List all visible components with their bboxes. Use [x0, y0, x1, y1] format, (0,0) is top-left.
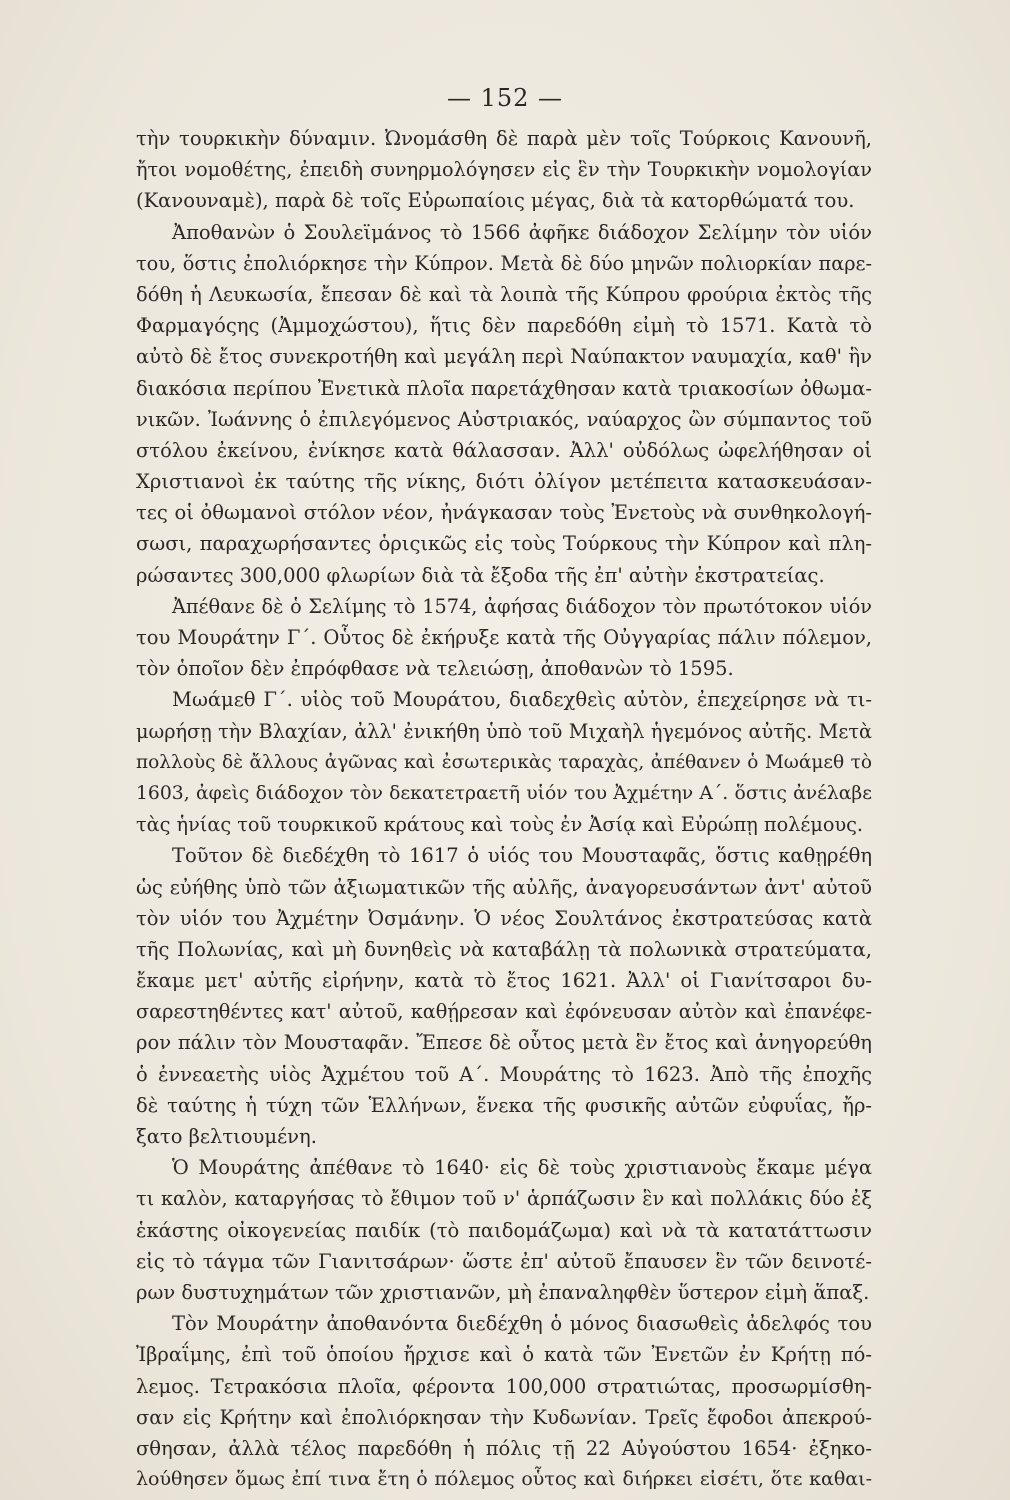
text-line: τὸν ὁποῖον δὲν ἐπρόφθασε νὰ τελειώσῃ, ἀποθανὼν τὸ 1595.: [136, 657, 734, 681]
text-line: σωσι, παραχωρήσαντες ὁριςικῶς εἰς τοὺς Τούρκους τὴν Κύπρον καὶ πλη-: [136, 532, 872, 556]
text-line: τι καλὸν, καταργήσας τὸ ἔθιμον τοῦ ν' ἁρπάζωσιν ἓν καὶ πολλάκις δύο ἐξ: [136, 1187, 872, 1211]
text-line: Τοῦτον δὲ διεδέχθη τὸ 1617 ὁ υἱός του Μουσταφᾶς, ὅστις καθῃρέθη: [172, 844, 872, 868]
text-line: Μωάμεθ Γ΄. υἱὸς τοῦ Μουράτου, διαδεχθεὶς αὐτὸν, ἐπεχείρησε νὰ τι-: [172, 688, 872, 712]
text-line: πολλοὺς δὲ ἄλλους ἀγῶνας καὶ ἐσωτερικὰς ταραχὰς, ἀπέθανεν ὁ Μωάμεθ τὸ: [136, 751, 872, 773]
text-line: ἑκάστης οἰκογενείας παιδίκ (τὸ παιδομάζωμα) καὶ νὰ τὰ κατατάττωσιν: [136, 1218, 872, 1242]
text-line: αὐτὸ δὲ ἔτος συνεκροτήθη καὶ μεγάλη περὶ Ναύπακτον ναυμαχία, καθ' ἣν: [136, 345, 872, 369]
text-line: Φαρμαγόςης (Ἀμμοχώστου), ἥτις δὲν παρεδόθη εἰμὴ τὸ 1571. Κατὰ τὸ: [136, 314, 872, 338]
text-line: τὸν υἱόν του Ἀχμέτην Ὀσμάνην. Ὁ νέος Σουλτάνος ἐκστρατεύσας κατὰ: [136, 906, 872, 930]
text-line: ρον πάλιν τὸν Μουσταφᾶν. Ἔπεσε δὲ οὗτος μετὰ ἓν ἔτος καὶ ἀνηγορεύθη: [136, 1031, 872, 1055]
text-line: τὰς ἡνίας τοῦ τουρκικοῦ κράτους καὶ τοὺς ἐν Ἀσίᾳ καὶ Εὐρώπῃ πολέμους.: [136, 813, 864, 837]
text-line: σθησαν, ἀλλὰ τέλος παρεδόθη ἡ πόλις τῇ 22 Αὐγούστου 1654· ἐξηκο-: [136, 1436, 872, 1460]
text-line: ὁ ἐννεαετὴς υἱὸς Ἀχμέτου τοῦ Α΄. Μουράτης τὸ 1623. Ἀπὸ τῆς ἐποχῆς: [136, 1062, 872, 1086]
text-line: ρώσαντες 300,000 φλωρίων διὰ τὰ ἔξοδα τῆς ἐπ' αὐτὴν ἐκστρατείας.: [136, 563, 825, 587]
text-line: του Μουράτην Γ΄. Οὗτος δὲ ἐκήρυξε κατὰ τῆς Οὐγγαρίας πάλιν πόλεμον,: [136, 626, 872, 649]
page-number: — 152 —: [446, 84, 564, 112]
text-line: δὲ ταύτης ἡ τύχη τῶν Ἑλλήνων, ἕνεκα τῆς φυσικῆς αὐτῶν εὐφυΐας, ἤρ-: [136, 1093, 872, 1117]
text-line: (Κανουναμὲ), παρὰ δὲ τοῖς Εὐρωπαίοις μέγας, διὰ τὰ κατορθώματά του.: [136, 189, 855, 213]
text-line: Χριστιανοὶ ἐκ ταύτης τῆς νίκης, διότι ὀλίγον μετέπειτα κατασκευάσαν-: [136, 470, 872, 494]
text-line: 1603, ἀφεὶς διάδοχον τὸν δεκατετραετῆ υἱόν του Ἀχμέτην Α΄. ὅστις ἀνέλαβε: [136, 782, 872, 804]
body-text: [136, 123, 872, 1495]
text-line: σαρεστηθέντες κατ' αὐτοῦ, καθῄρεσαν καὶ ἐφόνευσαν αὐτὸν καὶ ἐπανέφε-: [136, 1000, 872, 1024]
text-line: τῆς Πολωνίας, καὶ μὴ δυνηθεὶς νὰ καταβάλῃ τὰ πολωνικὰ στρατεύματα,: [136, 937, 872, 961]
text-line: νικῶν. Ἰωάννης ὁ ἐπιλεγόμενος Αὐστριακός, ναύαρχος ὢν σύμπαντος τοῦ: [136, 407, 872, 431]
text-line: Τὸν Μουράτην ἀποθανόντα διεδέχθη ὁ μόνος διασωθεὶς ἀδελφός του: [172, 1312, 872, 1336]
text-line: στόλου ἐκείνου, ἐνίκησε κατὰ θάλασσαν. Ἀλλ' οὐδόλως ὠφελήθησαν οἱ: [136, 438, 872, 462]
text-line: σαν εἰς Κρήτην καὶ ἐπολιόρκησαν τὴν Κυδωνίαν. Τρεῖς ἔφοδοι ἀπεκρού-: [136, 1405, 872, 1429]
text-line: τὴν τουρκικὴν δύναμιν. Ὠνομάσθη δὲ παρὰ μὲν τοῖς Τούρκοις Κανουνῆ,: [136, 127, 872, 150]
text-line: ὡς εὐήθης ὑπὸ τῶν ἀξιωματικῶν τῆς αὐλῆς, ἀναγορευσάντων ἀντ' αὐτοῦ: [136, 875, 872, 899]
text-line: εἰς τὸ τάγμα τῶν Γιανιτσάρων· ὥστε ἐπ' αὐτοῦ ἔπαυσεν ἓν τῶν δεινοτέ-: [136, 1249, 872, 1273]
text-line: μωρήσῃ τὴν Βλαχίαν, ἀλλ' ἐνικήθη ὑπὸ τοῦ Μιχαὴλ ἡγεμόνος αὐτῆς. Μετὰ: [136, 719, 872, 743]
text-line: Ὁ Μουράτης ἀπέθανε τὸ 1640· εἰς δὲ τοὺς χριστιανοὺς ἔκαμε μέγα: [172, 1156, 872, 1180]
text-line: ἔκαμε μετ' αὐτῆς εἰρήνην, κατὰ τὸ ἔτος 1621. Ἀλλ' οἱ Γιανίτσαροι δυ-: [136, 969, 872, 993]
text-line: δόθη ἡ Λευκωσία, ἔπεσαν δὲ καὶ τὰ λοιπὰ τῆς Κύπρου φρούρια ἐκτὸς τῆς: [136, 282, 872, 306]
text-line: Ἀποθανὼν ὁ Σουλεϊμάνος τὸ 1566 ἀφῆκε διάδοχον Σελίμην τὸν υἱόν: [172, 220, 872, 244]
text-line: ξατο βελτιουμένη.: [136, 1125, 317, 1148]
text-line: Ἰβραΐμης, ἐπὶ τοῦ ὁποίου ἤρχισε καὶ ὁ κατὰ τῶν Ἐνετῶν ἐν Κρήτῃ πό-: [136, 1343, 872, 1367]
text-line: ἤτοι νομοθέτης, ἐπειδὴ συνηρμολόγησεν εἰς ἓν τὴν Τουρκικὴν νομολογίαν: [136, 158, 872, 182]
text-line: ρων δυστυχημάτων τῶν χριστιανῶν, μὴ ἐπαναληφθὲν ὕστερον εἰμὴ ἅπαξ.: [136, 1280, 870, 1304]
text-line: τες οἱ ὀθωμανοὶ στόλον νέον, ἠνάγκασαν τοὺς Ἐνετοὺς νὰ συνθηκολογή-: [136, 501, 872, 525]
text-line: Ἀπέθανε δὲ ὁ Σελίμης τὸ 1574, ἀφήσας διάδοχον τὸν πρωτότοκον υἱόν: [172, 594, 872, 618]
text-line: του, ὅστις ἐπολιόρκησε τὴν Κύπρον. Μετὰ δὲ δύο μηνῶν πολιορκίαν παρε-: [136, 251, 872, 275]
text-line: λεμος. Τετρακόσια πλοῖα, φέροντα 100,000 στρατιώτας, προσωρμίσθη-: [136, 1374, 872, 1398]
text-line: λούθησεν ὅμως ἐπί τινα ἔτη ὁ πόλεμος οὗτος καὶ διήρκει εἰσέτι, ὅτε καθαι-: [136, 1468, 872, 1491]
text-line: διακόσια περίπου Ἐνετικὰ πλοῖα παρετάχθησαν κατὰ τριακοσίων ὀθωμα-: [136, 376, 872, 400]
